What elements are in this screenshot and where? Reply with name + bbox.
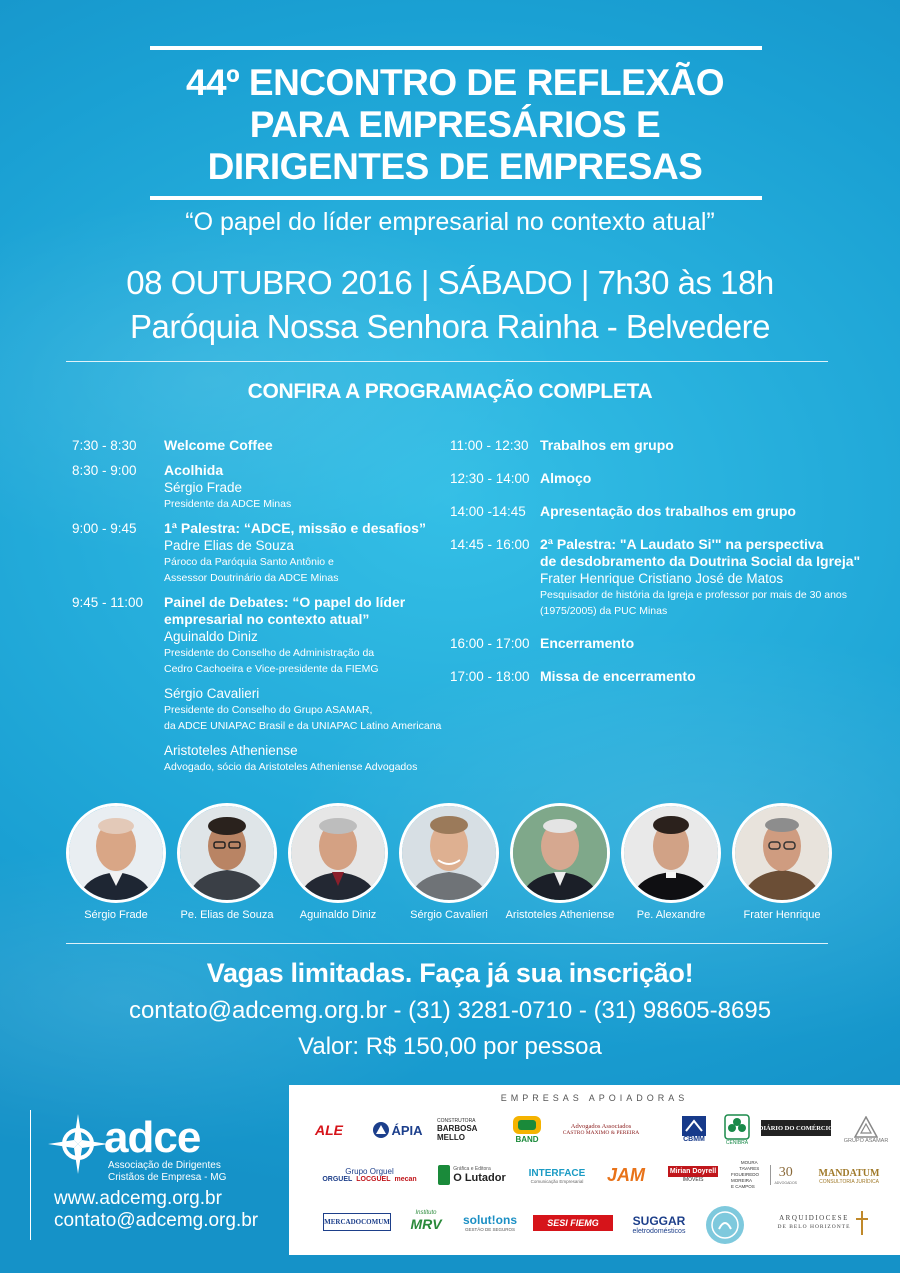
- speaker-role: Assessor Doutrinário da ADCE Minas: [164, 572, 339, 584]
- program-time: 17:00 - 18:00: [450, 669, 530, 684]
- sponsor-barbosa-mello: CONSTRUTORA BARBOSA MELLO: [437, 1118, 478, 1142]
- sponsor-interface: INTERFACE Comunicação Empresarial: [528, 1168, 586, 1184]
- speaker-photo: [399, 803, 499, 903]
- sponsor-grupo-orguel: Grupo Orguel ORGUEL LOCGUEL mecan: [322, 1167, 417, 1183]
- band-logo-icon: [512, 1115, 542, 1135]
- adce-website[interactable]: www.adcemg.org.br: [54, 1188, 222, 1209]
- speaker-photo: [621, 803, 721, 903]
- speaker-label: Pe. Elias de Souza: [180, 909, 274, 921]
- registration-cta: Vagas limitadas. Faça já sua inscrição!: [206, 958, 694, 988]
- speaker-role: Advogado, sócio da Aristoteles Atheniense Advogados: [164, 761, 418, 773]
- event-date: 08 OUTUBRO 2016 | SÁBADO | 7h30 às 18h: [126, 264, 774, 301]
- program-item: [72, 437, 472, 454]
- program-left-column: [72, 437, 472, 775]
- speaker-role: Presidente do Conselho de Administração da: [164, 647, 375, 659]
- contact-line: contato@adcemg.org.br - (31) 3281-0710 - (31) 98605-8695: [128, 997, 772, 1024]
- program-title: Almoço: [540, 470, 592, 486]
- cbmm-logo-icon: [682, 1116, 706, 1136]
- sponsor-sesi-fiemg: SESI FIEMG: [533, 1215, 613, 1231]
- speaker-label: Frater Henrique: [743, 909, 821, 921]
- compass-rose-icon: [48, 1114, 108, 1174]
- sponsor-grupo-asamar: GRUPO ASAMAR: [837, 1111, 895, 1149]
- price-line: Valor: R$ 150,00 por pessoa: [298, 1033, 602, 1060]
- sponsors-panel: [289, 1085, 900, 1255]
- program-item: [450, 668, 890, 685]
- program-item: [450, 437, 890, 454]
- sponsor-seal: [703, 1203, 747, 1247]
- adce-org-line-1: Associação de Dirigentes: [108, 1160, 221, 1171]
- sponsors-title: EMPRESAS APOIADORAS: [500, 1093, 689, 1103]
- sponsor-cenibra: CENIBRA: [719, 1111, 755, 1149]
- program-title: empresarial no contexto atual”: [164, 611, 370, 627]
- program-time: 7:30 - 8:30: [72, 438, 137, 453]
- seal-logo-icon: [705, 1205, 745, 1245]
- cross-icon: [854, 1209, 870, 1237]
- sponsor-ale: ALE: [315, 1122, 343, 1138]
- program-time: 11:00 - 12:30: [450, 438, 529, 453]
- program-time: 16:00 - 17:00: [450, 636, 530, 651]
- adce-logo: [48, 1114, 278, 1184]
- divider-top: [66, 361, 828, 362]
- program-item: [450, 470, 890, 487]
- speaker-label: Sérgio Cavalieri: [410, 909, 488, 921]
- title-rule-bottom: [150, 196, 762, 200]
- speaker-name: Aristoteles Atheniense: [164, 743, 298, 758]
- speaker-card: [621, 803, 721, 921]
- speaker-photo: [66, 803, 166, 903]
- sponsor-band: BAND: [507, 1111, 547, 1147]
- program-time: 14:00 -14:45: [450, 504, 526, 519]
- divider-bottom: [66, 943, 828, 944]
- program-time: 9:00 - 9:45: [72, 521, 137, 536]
- program-title: de desdobramento da Doutrina Social da Igreja": [540, 553, 861, 569]
- sponsor-cbmm: CBMM: [677, 1111, 711, 1147]
- speaker-card: [505, 803, 615, 921]
- sponsor-mercado-comum: MERCADOCOMUM: [323, 1213, 391, 1231]
- program-item: [450, 635, 890, 652]
- speaker-label: Aguinaldo Diniz: [299, 909, 377, 921]
- sponsor-instituto-mrv: Instituto MRV: [410, 1210, 442, 1232]
- speaker-photo: [177, 803, 277, 903]
- speaker-role: Presidente do Conselho do Grupo ASAMAR,: [164, 704, 373, 716]
- speaker-photo: [732, 803, 832, 903]
- sponsor-solutions: solut!ons GESTÃO DE SEGUROS: [463, 1212, 517, 1232]
- title-rule-top: [150, 46, 762, 50]
- program-item: [72, 462, 472, 512]
- program-title: Missa de encerramento: [540, 668, 696, 684]
- program-item: [72, 520, 472, 586]
- speaker-role: Cedro Cachoeira e Vice-presidente da FIEMG: [164, 663, 379, 675]
- speaker-card: [288, 803, 388, 921]
- program-title: Painel de Debates: “O papel do líder: [164, 594, 406, 610]
- asamar-logo-icon: [854, 1116, 878, 1138]
- program-item: [450, 503, 890, 520]
- speaker-role: Pároco da Paróquia Santo Antônio e: [164, 556, 334, 568]
- speaker-label: Pe. Alexandre: [636, 909, 706, 921]
- speaker-card: [177, 803, 277, 921]
- speaker-card: [66, 803, 166, 921]
- adce-block: [30, 1110, 280, 1250]
- sponsor-jam: JAM: [606, 1164, 645, 1185]
- program-item: [72, 594, 472, 775]
- program-title: Welcome Coffee: [164, 437, 273, 453]
- speaker-photos: [66, 803, 836, 923]
- speaker-role: (1975/2005) da PUC Minas: [540, 605, 668, 617]
- program-title: Apresentação dos trabalhos em grupo: [540, 503, 796, 519]
- program-time: 14:45 - 16:00: [450, 537, 530, 552]
- program-title: 2ª Palestra: "A Laudato Si'" na perspectiva: [540, 536, 824, 552]
- sponsor-o-lutador: Gráfica e Editora O Lutador: [435, 1159, 509, 1191]
- sponsor-apia: ÁPIA: [369, 1118, 427, 1142]
- speaker-photo: [288, 803, 388, 903]
- sponsor-arquidiocese-bh: ARQUIDIOCESE DE BELO HORIZONTE: [759, 1205, 889, 1241]
- speaker-name: Padre Elias de Souza: [164, 538, 294, 553]
- triangle-icon: [373, 1122, 389, 1138]
- speaker-name: Frater Henrique Cristiano José de Matos: [540, 571, 784, 586]
- adce-org-line-2: Cristãos de Empresa - MG: [108, 1172, 227, 1183]
- program-right-column: [450, 437, 890, 685]
- title-line-2: PARA EMPRESÁRIOS E: [249, 104, 661, 145]
- speaker-photo: [510, 803, 610, 903]
- sponsor-moura-tavares: MOURA TAVARES FIGUEIREDO MOREIRA E CAMPOS 30 ADVOGADOS: [731, 1160, 797, 1189]
- sponsor-mirian-doyrell: Mirian Doyrell IMÓVEIS: [669, 1167, 717, 1183]
- speaker-label: Sérgio Frade: [84, 909, 148, 921]
- speaker-name: Sérgio Frade: [164, 480, 243, 495]
- sponsor-diario-comercio: DIÁRIO DO COMÉRCIO: [761, 1120, 831, 1136]
- speaker-role: da ADCE UNIAPAC Brasil e da UNIAPAC Latino Americana: [164, 720, 442, 732]
- event-venue: Paróquia Nossa Senhora Rainha - Belvedere: [130, 308, 770, 345]
- speaker-card: [399, 803, 499, 921]
- program-title: 1ª Palestra: “ADCE, missão e desafios”: [164, 520, 426, 536]
- adce-email[interactable]: contato@adcemg.org.br: [54, 1210, 259, 1231]
- sponsor-castro-maximo: Advogados Associados CASTRO MAXIMO & PEREIRA: [562, 1122, 640, 1136]
- speaker-role: Presidente da ADCE Minas: [164, 498, 292, 510]
- speaker-role: Pesquisador de história da Igreja e professor por mais de 30 anos: [540, 589, 848, 601]
- sponsor-suggar: SUGGAR eletrodomésticos: [632, 1213, 686, 1235]
- speaker-label: Aristoteles Atheniense: [505, 909, 615, 921]
- event-subtitle: “O papel do líder empresarial no contexto atual”: [185, 208, 715, 236]
- program-title: Trabalhos em grupo: [540, 437, 674, 453]
- lutador-logo-icon: [438, 1165, 450, 1185]
- sponsor-mandatum: MANDATUM CONSULTORIA JURÍDICA: [818, 1167, 880, 1185]
- program-item: [450, 536, 890, 619]
- program-title: Acolhida: [164, 462, 224, 478]
- adce-wordmark: adce: [104, 1113, 201, 1162]
- program-heading: CONFIRA A PROGRAMAÇÃO COMPLETA: [247, 380, 653, 403]
- clover-icon: [724, 1114, 750, 1140]
- page-title: [150, 62, 760, 188]
- program-time: 12:30 - 14:00: [450, 471, 530, 486]
- program-time: 9:45 - 11:00: [72, 595, 144, 610]
- speaker-card: [732, 803, 832, 921]
- title-line-3: DIRIGENTES DE EMPRESAS: [207, 146, 703, 187]
- adce-vertical-rule: [30, 1110, 31, 1240]
- speaker-name: Sérgio Cavalieri: [164, 686, 260, 701]
- program-title: Encerramento: [540, 635, 635, 651]
- speaker-name: Aguinaldo Diniz: [164, 629, 258, 644]
- program-time: 8:30 - 9:00: [72, 463, 137, 478]
- title-line-1: 44º ENCONTRO DE REFLEXÃO: [185, 62, 725, 103]
